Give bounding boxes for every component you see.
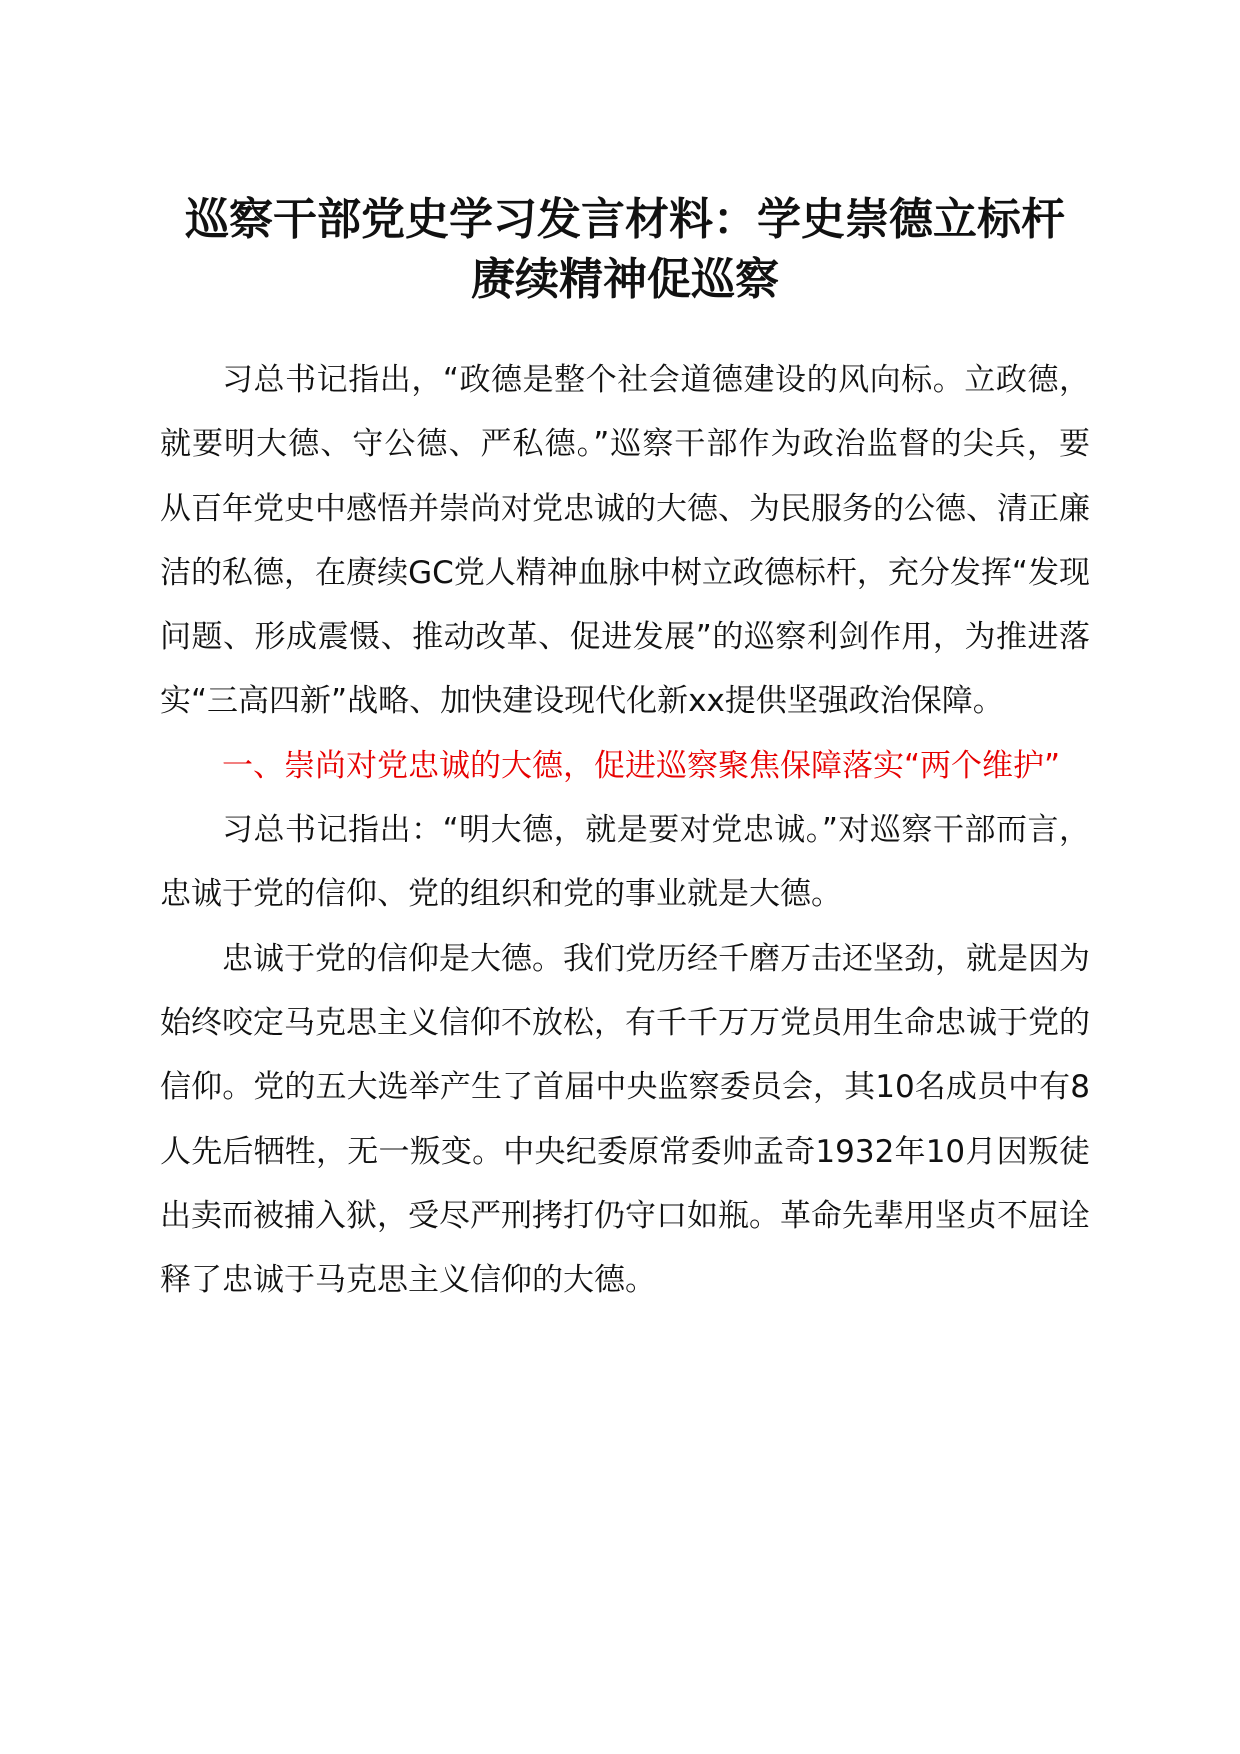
document-body	[160, 348, 1090, 1312]
section-1-paragraph-1: 习总书记指出：“明大德，就是要对党忠诚。”对巡察干部而言，忠诚于党的信仰、党的组织和党的事业就是大德。	[160, 812, 1090, 913]
document-title	[160, 190, 1090, 310]
section-heading-1: 一、崇尚对党忠诚的大德，促进巡察聚焦保障落实“两个维护”	[222, 747, 1061, 784]
section-1-paragraph-2: 忠诚于党的信仰是大德。我们党历经千磨万击还坚劲，就是因为始终咬定马克思主义信仰不放松，有千千万万党员用生命忠诚于党的信仰。党的五大选举产生了首届中央监察委员会，其10名成员中有8人先后牺牲，无一叛变。中央纪委原常委帅孟奇1932年10月因叛徒出卖而被捕入狱，受尽严刑拷打仍守口如瓶。革命先辈用坚贞不屈诠释了忠诚于马克思主义信仰的大德。	[160, 940, 1090, 1299]
title-line-1: 巡察干部党史学习发言材料：学史崇德立标杆	[185, 194, 1065, 245]
title-line-2: 赓续精神促巡察	[471, 254, 779, 305]
document-page	[160, 190, 1090, 1312]
intro-paragraph: 习总书记指出，“政德是整个社会道德建设的风向标。立政德，就要明大德、守公德、严私德。”巡察干部作为政治监督的尖兵，要从百年党史中感悟并崇尚对党忠诚的大德、为民服务的公德、清正廉洁的私德，在赓续GC党人精神血脉中树立政德标杆，充分发挥“发现问题、形成震慑、推动改革、促进发展”的巡察利剑作用，为推进落实“三高四新”战略、加快建设现代化新xx提供坚强政治保障。	[160, 362, 1090, 720]
